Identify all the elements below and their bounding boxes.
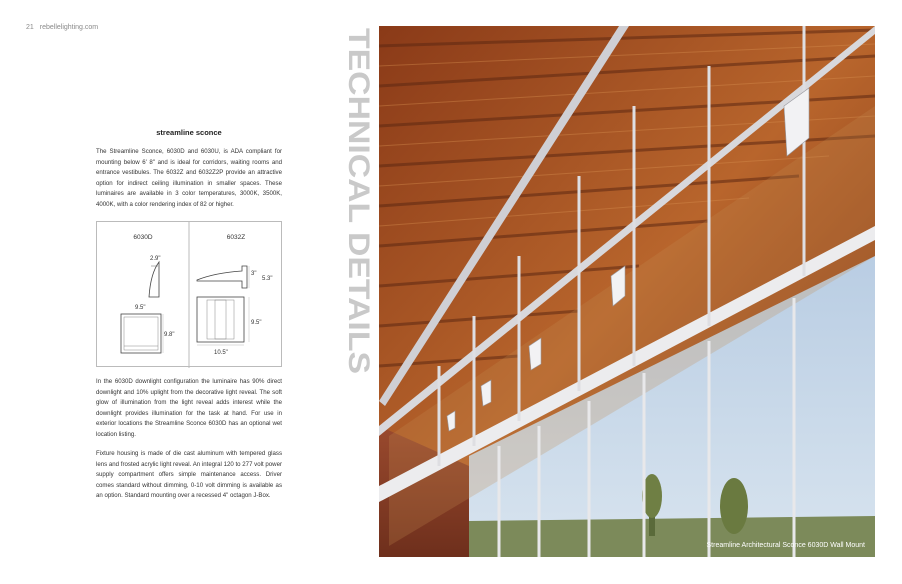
technical-drawing <box>96 221 282 367</box>
intro-paragraph: The Streamline Sconce, 6030D and 6030U, is ADA compliant for mounting below 6' 8" and is ideal for corridors, waiting rooms and entrance vestibules. The 6032Z and 6032Z2P provide an attractive option for indirect ceiling illumination in smaller spaces. These luminaires are available in 3 color temperatures, 3000K, 3500K, 4000K, with a color rendering index of 82 or higher. <box>96 148 282 208</box>
side-profile-6030d <box>149 262 159 297</box>
height-6030d-label: 9.8" <box>164 332 175 338</box>
width-6032z-label: 10.5" <box>214 350 228 356</box>
depth-6032z-label: 5.3" <box>262 276 273 282</box>
building-photo <box>379 26 875 557</box>
width-6030d-label: 9.5" <box>135 305 146 311</box>
depth-6030d-label: 2.9" <box>150 256 161 262</box>
model-6032z-label: 6032Z <box>226 234 246 241</box>
housing-paragraph: Fixture housing is made of die cast aluminum with tempered glass lens and frosted acrylic light reveal. An integral 120 to 277 volt power supply compartment offers simple maintenance access. Driver comes standard without dimming, 0-10 volt dimming is available as an option. Standard mounting over a recessed 4" octagon J-Box. <box>96 450 282 500</box>
page-header <box>26 24 98 31</box>
vertical-title <box>342 28 378 376</box>
page-number: 21 <box>26 24 34 31</box>
front-view-6032z <box>197 297 244 342</box>
downlight-paragraph: In the 6030D downlight configuration the luminaire has 90% direct downlight and 10% uplight from the decorative light reveal. The soft glow of illumination from the light reveal adds interest while the downlight provides illumination for the task at hand. For use in exterior locations the Streamline Sconce 6030D has an optional wet location listing. <box>96 378 282 438</box>
site-url: rebellelighting.com <box>39 24 99 31</box>
model-6030d-label: 6030D <box>133 234 153 241</box>
height-small-6032z-label: 3" <box>251 271 257 277</box>
side-profile-6032z <box>197 266 247 288</box>
section-heading: streamline sconce <box>156 128 222 137</box>
photo-caption: Streamline Architectural Sconce 6030D Wall Mount <box>706 542 865 549</box>
front-view-6030d <box>121 314 161 353</box>
vertical-title-text: TECHNICAL DETAILS <box>342 28 375 336</box>
height-6032z-label: 9.5" <box>251 320 262 326</box>
